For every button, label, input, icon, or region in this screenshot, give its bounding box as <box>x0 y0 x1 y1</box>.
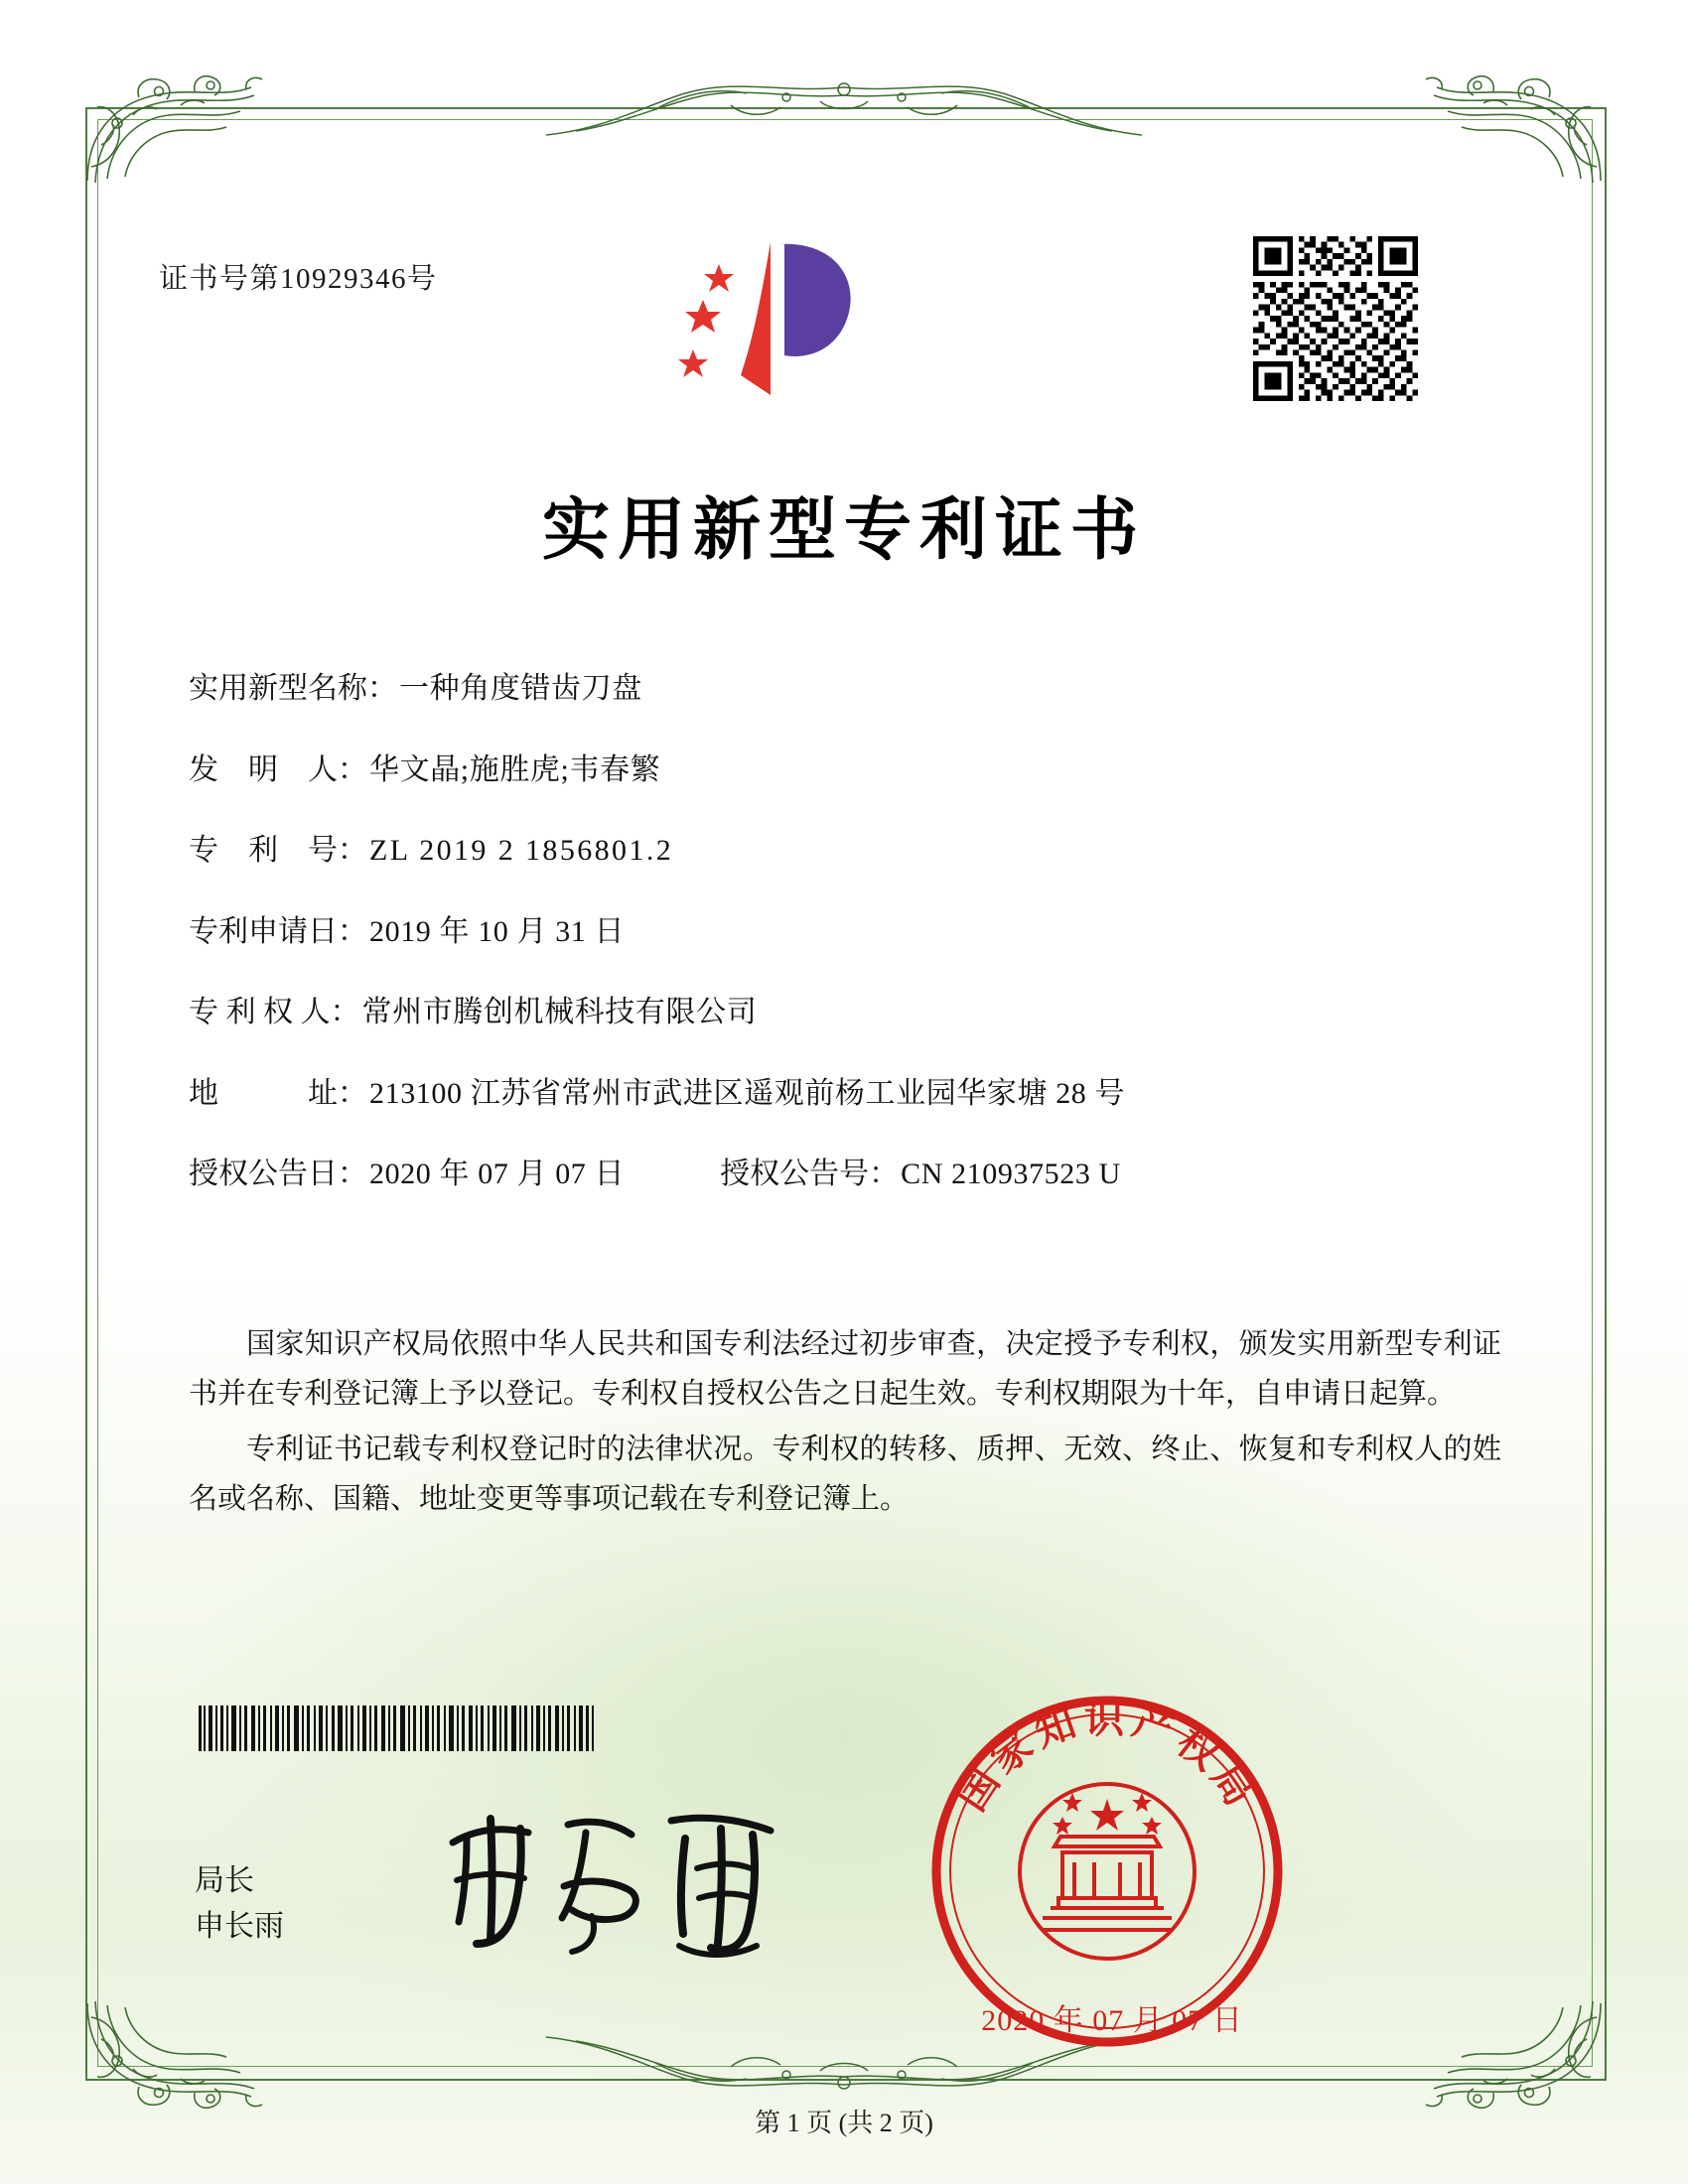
field-value: 一种角度错齿刀盘 <box>399 672 642 705</box>
grant-number-value: CN 210937523 U <box>901 1158 1121 1190</box>
page-number-footer: 第 1 页 (共 2 页) <box>755 2109 933 2137</box>
field-row-inventors <box>189 749 1509 792</box>
paragraph-register-statement: 专利证书记载专利权登记时的法律状况。专利权的转移、质押、无效、终止、恢复和专利权人的姓名或名称、国籍、地址变更等事项记载在专利登记簿上。 <box>189 1433 1501 1515</box>
barcode <box>199 1706 596 1751</box>
grant-date-value: 2020 年 07 月 07 日 <box>369 1158 626 1190</box>
field-row-grant-announcement <box>189 1153 1509 1196</box>
field-value: 213100 江苏省常州市武进区遥观前杨工业园华家塘 28 号 <box>369 1076 1126 1110</box>
field-row-patent-number <box>189 829 1509 873</box>
legal-text-block <box>189 1320 1501 1531</box>
field-row-patentee <box>189 991 1509 1034</box>
cnipa-logo-icon <box>667 226 886 425</box>
field-label: 专利申请日： <box>189 914 367 948</box>
paragraph-grant-statement: 国家知识产权局依照中华人民共和国专利法经过初步审查，决定授予专利权，颁发实用新型专利证书并在专利登记簿上予以登记。专利权自授权公告之日起生效。专利权期限为十年，自申请日起算。 <box>189 1328 1501 1410</box>
field-value: 华文晶;施胜虎;韦春繁 <box>369 752 661 786</box>
field-row-application-date <box>189 910 1509 954</box>
grant-number-label: 授权公告号： <box>720 1158 900 1190</box>
director-title: 局长 <box>195 1864 254 1897</box>
field-list <box>189 667 1509 1234</box>
field-label: 专 利 号： <box>189 834 367 867</box>
handwritten-signature-icon <box>437 1799 834 1968</box>
field-row-address <box>189 1072 1509 1116</box>
page-title: 实用新型专利证书 <box>541 490 1146 570</box>
field-value: 2019 年 10 月 31 日 <box>369 914 626 948</box>
certificate-number: 证书号第10929346号 <box>159 263 438 295</box>
seal-date: 2020 年 07 月 07 日 <box>981 2004 1243 2037</box>
field-label: 实用新型名称： <box>189 672 397 705</box>
field-label: 地 址： <box>189 1076 367 1110</box>
grant-date-label: 授权公告日： <box>189 1158 367 1190</box>
field-value: 常州市腾创机械科技有限公司 <box>361 996 758 1028</box>
qr-code-icon <box>1253 236 1418 401</box>
field-row-utility-model-name <box>189 667 1509 711</box>
svg-text:国家知识产权局: 国家知识产权局 <box>947 1696 1267 1820</box>
director-name: 申长雨 <box>195 1910 284 1943</box>
field-label: 发 明 人： <box>189 752 367 786</box>
field-label: 专 利 权 人： <box>189 996 360 1028</box>
field-value: ZL 2019 2 1856801.2 <box>369 834 674 867</box>
